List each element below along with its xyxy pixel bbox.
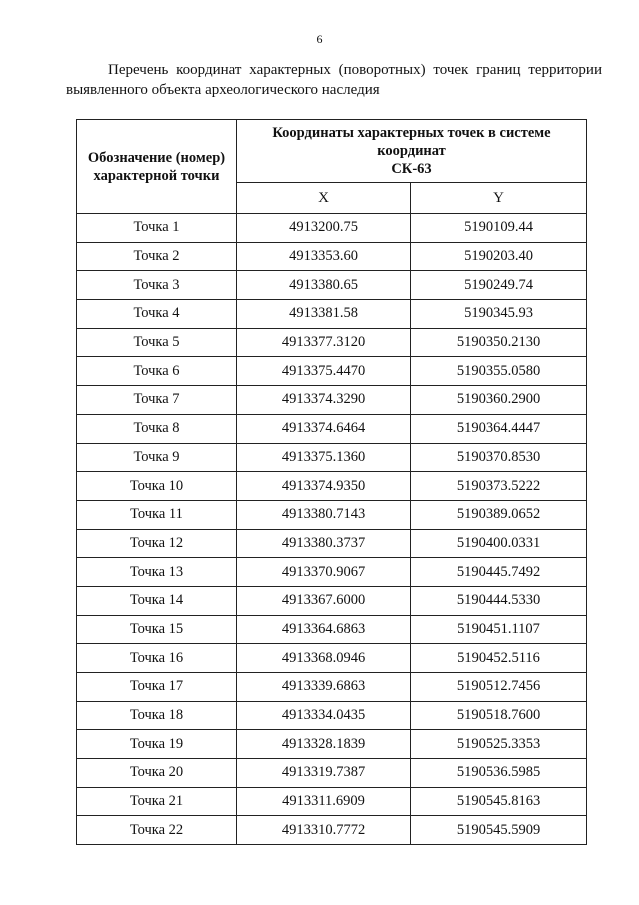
x-coordinate: 4913368.0946 [237,644,411,673]
x-coordinate: 4913375.4470 [237,357,411,386]
intro-line-1: Перечень координат характерных (поворотных) точек границ территории [108,62,602,78]
point-name: Точка 9 [77,443,237,472]
point-name: Точка 21 [77,787,237,816]
y-coordinate: 5190109.44 [411,214,587,243]
table-row [77,759,587,788]
table-row [77,300,587,329]
y-coordinate: 5190350.2130 [411,328,587,357]
coordinates-table [76,119,587,845]
point-name: Точка 10 [77,472,237,501]
x-coordinate: 4913319.7387 [237,759,411,788]
y-coordinate: 5190360.2900 [411,386,587,415]
point-name: Точка 13 [77,558,237,587]
point-name: Точка 6 [77,357,237,386]
y-coordinate: 5190203.40 [411,242,587,271]
x-coordinate: 4913374.9350 [237,472,411,501]
y-coordinate: 5190545.5909 [411,816,587,845]
x-coordinate: 4913377.3120 [237,328,411,357]
x-coordinate: 4913370.9067 [237,558,411,587]
y-coordinate: 5190370.8530 [411,443,587,472]
point-name: Точка 8 [77,414,237,443]
table-row [77,242,587,271]
header-coordinates-title: Координаты характерных точек в системе координат [272,125,551,159]
y-coordinate: 5190355.0580 [411,357,587,386]
y-coordinate: 5190445.7492 [411,558,587,587]
x-coordinate: 4913374.6464 [237,414,411,443]
y-coordinate: 5190444.5330 [411,586,587,615]
y-coordinate: 5190452.5116 [411,644,587,673]
y-coordinate: 5190536.5985 [411,759,587,788]
header-coordinates [237,120,587,183]
table-row [77,443,587,472]
table-row [77,558,587,587]
header-y: Y [411,183,587,214]
point-name: Точка 3 [77,271,237,300]
table-row [77,386,587,415]
y-coordinate: 5190518.7600 [411,701,587,730]
point-name: Точка 1 [77,214,237,243]
point-name: Точка 2 [77,242,237,271]
y-coordinate: 5190400.0331 [411,529,587,558]
header-x: X [237,183,411,214]
table-row [77,787,587,816]
table-row [77,214,587,243]
x-coordinate: 4913328.1839 [237,730,411,759]
x-coordinate: 4913339.6863 [237,673,411,702]
table-row [77,673,587,702]
x-coordinate: 4913375.1360 [237,443,411,472]
point-name: Точка 14 [77,586,237,615]
intro-line-2: выявленного объекта археологического наследия [66,82,380,98]
x-coordinate: 4913353.60 [237,242,411,271]
table-row [77,816,587,845]
table-row [77,414,587,443]
table-row [77,644,587,673]
y-coordinate: 5190345.93 [411,300,587,329]
x-coordinate: 4913364.6863 [237,615,411,644]
table-row [77,472,587,501]
point-name: Точка 18 [77,701,237,730]
header-coordinate-system: СК-63 [391,161,432,177]
x-coordinate: 4913380.65 [237,271,411,300]
page-number: 6 [316,32,323,46]
y-coordinate: 5190525.3353 [411,730,587,759]
table-row [77,271,587,300]
x-coordinate: 4913367.6000 [237,586,411,615]
x-coordinate: 4913310.7772 [237,816,411,845]
y-coordinate: 5190249.74 [411,271,587,300]
y-coordinate: 5190364.4447 [411,414,587,443]
x-coordinate: 4913381.58 [237,300,411,329]
point-name: Точка 19 [77,730,237,759]
point-name: Точка 22 [77,816,237,845]
y-coordinate: 5190389.0652 [411,500,587,529]
x-coordinate: 4913334.0435 [237,701,411,730]
point-name: Точка 11 [77,500,237,529]
point-name: Точка 12 [77,529,237,558]
y-coordinate: 5190451.1107 [411,615,587,644]
table-row [77,500,587,529]
point-name: Точка 17 [77,673,237,702]
table-row [77,328,587,357]
y-coordinate: 5190512.7456 [411,673,587,702]
table-row [77,529,587,558]
x-coordinate: 4913380.7143 [237,500,411,529]
y-coordinate: 5190373.5222 [411,472,587,501]
x-coordinate: 4913311.6909 [237,787,411,816]
table-row [77,730,587,759]
point-name: Точка 15 [77,615,237,644]
x-coordinate: 4913374.3290 [237,386,411,415]
y-coordinate: 5190545.8163 [411,787,587,816]
table-row [77,701,587,730]
table-row [77,615,587,644]
x-coordinate: 4913380.3737 [237,529,411,558]
point-name: Точка 16 [77,644,237,673]
intro-paragraph [66,60,602,100]
table-row [77,586,587,615]
table-row [77,357,587,386]
header-point-designation: Обозначение (номер) характерной точки [77,120,237,214]
point-name: Точка 5 [77,328,237,357]
x-coordinate: 4913200.75 [237,214,411,243]
point-name: Точка 7 [77,386,237,415]
point-name: Точка 4 [77,300,237,329]
point-name: Точка 20 [77,759,237,788]
